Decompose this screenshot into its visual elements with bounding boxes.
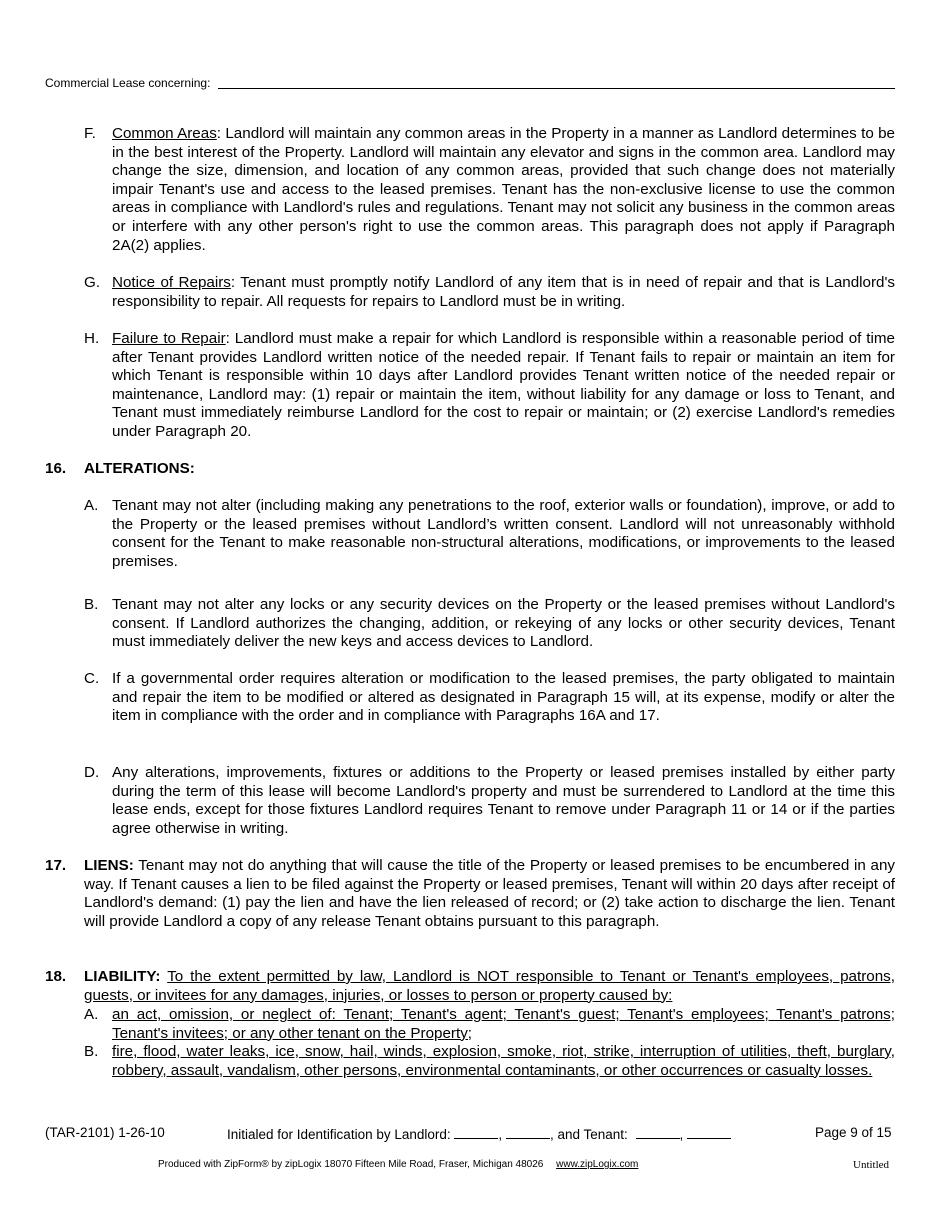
section-number: 18. [45,968,67,985]
item-text [112,330,895,442]
item-body: : Landlord must make a repair for which Landlord is responsible within a reasonable period of time after Tenant provides Landlord written notice of the needed repair. If Tenant fails to repair or maintain an item for which Tenant is responsible within 10 days after Landlord provides Tenant written notice of the needed repair or maintenance, Landlord may: (1) repair or maintain the item, without liability for any damage or loss to Tenant, and Tenant must immediately reimburse Landlord for the cost to repair or maintain; or (2) exercise Landlord's remedies under Paragraph 20. [112,330,895,440]
document-name: Untitled [853,1159,890,1171]
item-title: Notice of Repairs [112,274,231,291]
item-body: Tenant may not alter (including making any penetrations to the roof, exterior walls or foundation), improve, or add to the Property or the leased premises without Landlord’s written consent. Landlord will not unreasonably withhold consent for the Tenant to make reasonable non-structural alterations, modifications, or improvements to the leased premises. [112,497,895,570]
paragraph-15g [84,274,895,311]
item-label: B. [84,596,99,613]
item-body: : Landlord will maintain any common areas in the Property in a manner as Landlord determines to be in the best interest of the Property. Landlord will maintain any elevator and signs in the common area. Landlord may change the size, dimension, and location of any common areas, provided that such change does not materially impair Tenant's use and access to the leased premises. Tenant has the non-exclusive license to use the common areas in compliance with Landlord's rules and regulations. Tenant may not solicit any business in the common areas or interfere with any other person's right to use the common areas. This paragraph does not apply if Paragraph 2A(2) applies. [112,125,895,254]
comma: , [679,1127,684,1142]
paragraph-18b [84,1043,895,1080]
paragraph-15f [84,125,895,255]
item-label: G. [84,274,101,291]
item-title: Common Areas [112,125,217,142]
header [45,74,895,90]
item-text [112,274,895,311]
item-body: fire, flood, water leaks, ice, snow, hail, winds, explosion, smoke, riot, strike, interruption of utilities, theft, burglary, robbery, assault, vandalism, other persons, environmental contaminants, or other occurrences or casualty losses. [112,1043,895,1079]
form-id: (TAR-2101) 1-26-10 [45,1125,165,1140]
section-17 [45,857,895,931]
section-text [84,968,895,1005]
item-label: A. [84,1006,99,1023]
section-title: LIENS: [84,857,134,874]
section-body: Tenant may not do anything that will cause the title of the Property or leased premises to be encumbered in any way. If Tenant causes a lien to be filed against the Property or leased premises, Tenant will within 20 days after receipt of Landlord's demand: (1) pay the lien and have the lien released of record; or (2) take action to discharge the lien. Tenant will provide Landlord a copy of any release Tenant obtains pursuant to this paragraph. [84,857,895,930]
item-label: H. [84,330,100,347]
section-text [84,857,895,931]
paragraph-16a [84,497,895,571]
comma: , [498,1127,503,1142]
ziplogix-link[interactable]: www.zipLogix.com [556,1159,639,1170]
section-title: ALTERATIONS: [84,460,195,477]
item-body: Any alterations, improvements, fixtures or additions to the Property or leased premises installed by either party during the term of this lease will become Landlord's property and must be surrendered to Landlord at the time this lease ends, except for those fixtures Landlord requires Tenant to remove under Paragraph 11 or 14 or if the parties agree otherwise in writing. [112,764,895,837]
item-body: Tenant may not alter any locks or any security devices on the Property or the leased premises without Landlord's consent. If Landlord authorizes the changing, addition, or rekeying of any locks or other security devices, Tenant must immediately deliver the new keys and access devices to Landlord. [112,596,895,651]
item-label: C. [84,670,100,687]
section-number: 16. [45,460,67,477]
item-body: : Tenant must promptly notify Landlord of any item that is in need of repair and that is Landlord's responsibility to repair. All requests for repairs to Landlord must be in writing. [112,274,895,310]
item-body: If a governmental order requires alteration or modification to the leased premises, the party obligated to maintain and repair the item to be modified or altered as designated in Paragraph 15 will, at its expense, modify or alter the item in compliance with the order and in compliance with Paragraphs 16A and 17. [112,670,895,725]
page-number: Page 9 of 15 [815,1125,892,1140]
paragraph-15h [84,330,895,442]
item-title: Failure to Repair [112,330,226,347]
section-title: LIABILITY: [84,968,161,985]
section-18 [45,968,895,1005]
initials-line [227,1125,731,1142]
paragraph-16d [84,764,895,838]
item-label: A. [84,497,99,514]
producer-text: Produced with ZipForm® by zipLogix 18070 Fifteen Mile Road, Fraser, Michigan 48026 [158,1159,544,1170]
producer-line [158,1159,638,1170]
item-label: B. [84,1043,99,1060]
and-tenant-label: , and Tenant: [549,1127,628,1142]
item-text [112,125,895,255]
initialed-label: Initialed for Identification by Landlord: [227,1127,451,1142]
paragraph-18a [84,1006,895,1043]
paragraph-16c [84,670,895,726]
landlord-initial-field-2[interactable] [506,1125,550,1139]
landlord-initial-field-1[interactable] [454,1125,498,1139]
item-label: F. [84,125,96,142]
section-16-heading [45,460,895,479]
paragraph-16b [84,596,895,652]
property-address-line [218,78,895,89]
section-body: To the extent permitted by law, Landlord is NOT responsible to Tenant or Tenant's employees, patrons, guests, or invitees for any damages, injuries, or losses to person or property caused by: [84,968,895,1004]
tenant-initial-field-2[interactable] [687,1125,731,1139]
item-body: an act, omission, or neglect of: Tenant; Tenant's agent; Tenant's guest; Tenant's employees; Tenant's patrons; Tenant's invitees; or any other tenant on the Property; [112,1006,895,1042]
tenant-initial-field-1[interactable] [636,1125,680,1139]
section-number: 17. [45,857,67,874]
item-label: D. [84,764,100,781]
header-label: Commercial Lease concerning: [45,76,211,90]
